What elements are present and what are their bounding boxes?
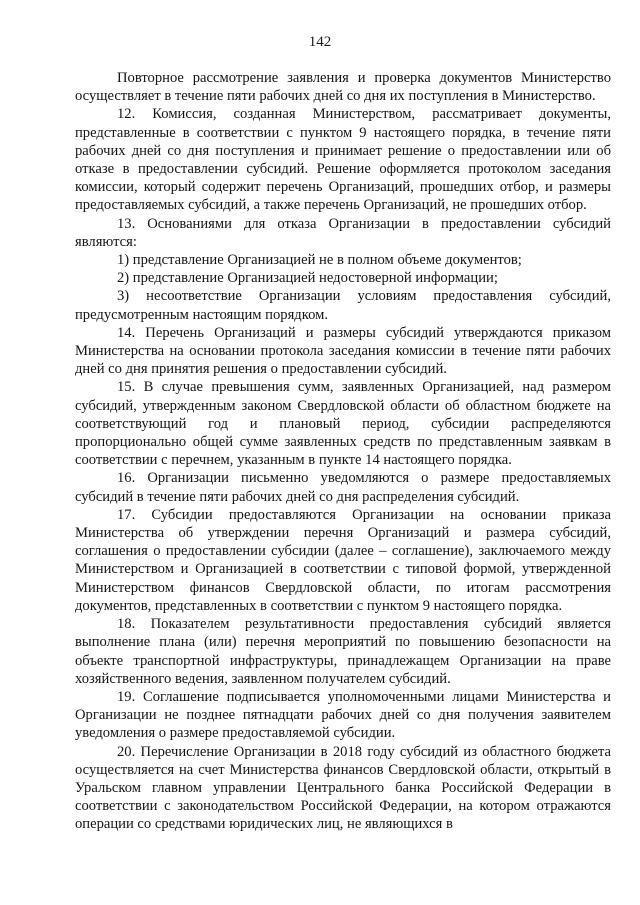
paragraph-19-agreement: 19. Соглашение подписывается уполномоченными лицами Министерства и Организации не позднее пятнадцати рабочих дней со дня получения заявителем уведомления о размере предоставляемой субсидии. [75, 688, 611, 742]
paragraph-15-excess-amounts: 15. В случае превышения сумм, заявленных Организацией, над размером субсидий, утвержденным законом Свердловской области об областном бюджете на соответствующий год и плановый период, субсидии распределяются пропорционально общей сумме заявленных средств по представленным заявкам в соответствии с перечнем, указанным в пункте 14 настоящего порядка. [75, 379, 611, 469]
paragraph-17-provision: 17. Субсидии предоставляются Организации на основании приказа Министерства об утверждении перечня Организаций и размера субсидий, соглашения о предоставлении субсидии (далее – соглашение), заключаемого между Министерством и Организацией в соответствии с типовой формой, утвержденной Министерством финансов Свердловской области, по итогам рассмотрения документов, представленных в соответствии с пунктом 9 настоящего порядка. [75, 506, 611, 614]
paragraph-18-effectiveness: 18. Показателем результативности предоставления субсидий является выполнение плана (или) перечня мероприятий по повышению безопасности на объекте транспортной инфраструктуры, принадлежащем Организации на праве хозяйственного ведения, заявленном получателем субсидий. [75, 616, 611, 687]
page-number: 142 [308, 34, 332, 50]
paragraph-13-refusal-grounds: 13. Основаниями для отказа Организации в предоставлении субсидий являются: [75, 215, 611, 250]
paragraph-12-commission: 12. Комиссия, созданная Министерством, рассматривает документы, представленные в соответствии с пунктом 9 настоящего порядка, в течение пяти рабочих дней со дня поступления и принимает решение о предоставлении или об отказе в предоставлении субсидий. Решение оформляется протоколом заседания комиссии, который содержит перечень Организаций, прошедших отбор, и размеры предоставляемых субсидий, а также перечень Организаций, не прошедших отбор. [75, 106, 611, 214]
paragraph-20-transfer: 20. Перечисление Организации в 2018 году субсидий из областного бюджета осуществляется на счет Министерства финансов Свердловской области, открытый в Уральском главном управлении Центрального банка Российской Федерации в соответствии с законодательством Российской Федерации, на котором отражаются операции со средствами юридических лиц, не являющихся в [75, 743, 611, 833]
document-body [75, 69, 611, 834]
list-item-3: 3) несоответствие Организации условиям предоставления субсидий, предусмотренным настоящим порядком. [75, 288, 611, 323]
list-item-1: 1) представление Организацией не в полном объеме документов; [117, 252, 522, 269]
paragraph-16-notification: 16. Организации письменно уведомляются о размере предоставляемых субсидий в течение пяти рабочих дней со дня распределения субсидий. [75, 470, 611, 505]
list-item-2: 2) представление Организацией недостоверной информации; [117, 270, 498, 287]
paragraph-14-list-approval: 14. Перечень Организаций и размеры субсидий утверждаются приказом Министерства на основании протокола заседания комиссии в течение пяти рабочих дней со дня принятия решения о предоставлении субсидий. [75, 324, 611, 378]
paragraph-repeated-review: Повторное рассмотрение заявления и проверка документов Министерство осуществляет в течение пяти рабочих дней со дня их поступления в Министерство. [75, 70, 611, 105]
